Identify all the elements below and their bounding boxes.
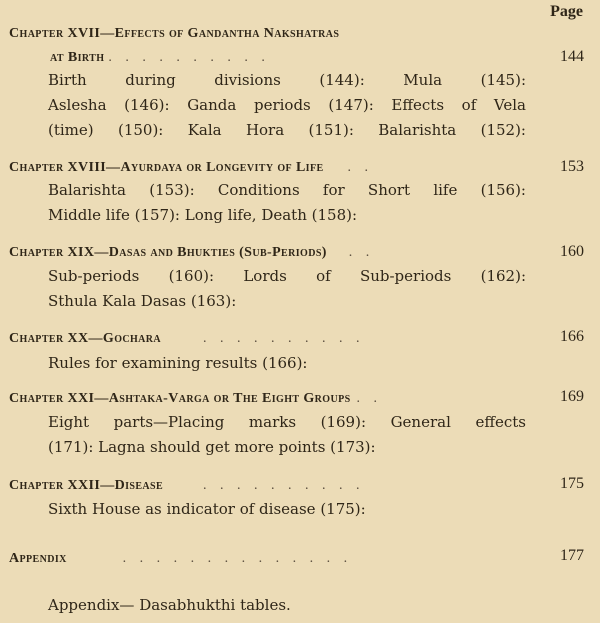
description-line: Aslesha (146): Ganda periods (147): Effects of Vela [48,96,526,114]
leader-dots: . . [348,245,375,260]
leader-dots: . . [356,391,382,406]
leader-dots: . . [347,160,373,175]
page-number: 177 [560,547,584,564]
description-line: Birth during divisions (144): Mula (145): [48,71,526,89]
leader-dots: . . . . . . . . . . [202,331,365,346]
chapter-description [48,178,526,228]
appendix-note: Appendix— Dasabhukthi tables. [48,596,291,614]
description-line: Sixth House as indicator of disease (175): [48,500,366,518]
chapter-heading-text: Chapter XXI—Ashtaka-Varga or The Eight Groups [9,391,351,406]
leader-dots: . . . . . . . . . . [108,50,270,65]
chapter-heading [9,391,382,407]
page-number: 153 [560,158,584,175]
leader-dots: . . . . . . . . . . [203,478,365,493]
chapter-heading-text: Chapter XVIII—Ayurdaya or Longevity of Life [9,160,324,175]
chapter-description [48,410,526,460]
description-line: (171): Lagna should get more points (173): [48,438,376,456]
leader-dots: . . . . . . . . . . . . . . [122,551,353,566]
page-number: 160 [560,243,584,260]
chapter-heading-text: Appendix [9,551,67,566]
description-line: Sub-periods (160): Lords of Sub-periods (162): [48,267,526,285]
chapter-heading [9,160,373,176]
chapter-description [48,497,526,522]
description-line: Eight parts—Placing marks (169): General effects [48,413,526,431]
description-line: (time) (150): Kala Hora (151): Balarishta (152): [48,121,526,139]
chapter-description [48,351,526,376]
page-number: 169 [560,388,584,405]
chapter-heading [9,478,365,494]
chapter-heading-text: Chapter XXII—Disease [9,478,164,493]
chapter-heading-text: Chapter XIX—Dasas and Bhukties (Sub-Periods) [9,245,327,260]
chapter-heading-continued [50,50,270,66]
chapter-heading: Chapter XVII—Effects of Gandantha Nakshatras [9,26,340,41]
page-number: 166 [560,328,584,345]
description-line: Rules for examining results (166): [48,354,308,372]
page-number: 144 [560,48,584,65]
chapter-description [48,264,526,314]
chapter-heading [9,245,374,261]
description-line: Sthula Kala Dasas (163): [48,292,237,310]
chapter-description [48,68,526,143]
page-column-label: Page [550,3,583,20]
description-line: Middle life (157): Long life, Death (158): [48,206,358,224]
chapter-heading [9,331,364,347]
appendix-heading [9,551,352,567]
description-line: Balarishta (153): Conditions for Short life (156): [48,181,526,199]
page-number: 175 [560,475,584,492]
chapter-heading-text: Chapter XX—Gochara [9,331,162,346]
chapter-heading-text: at Birth [50,50,105,65]
